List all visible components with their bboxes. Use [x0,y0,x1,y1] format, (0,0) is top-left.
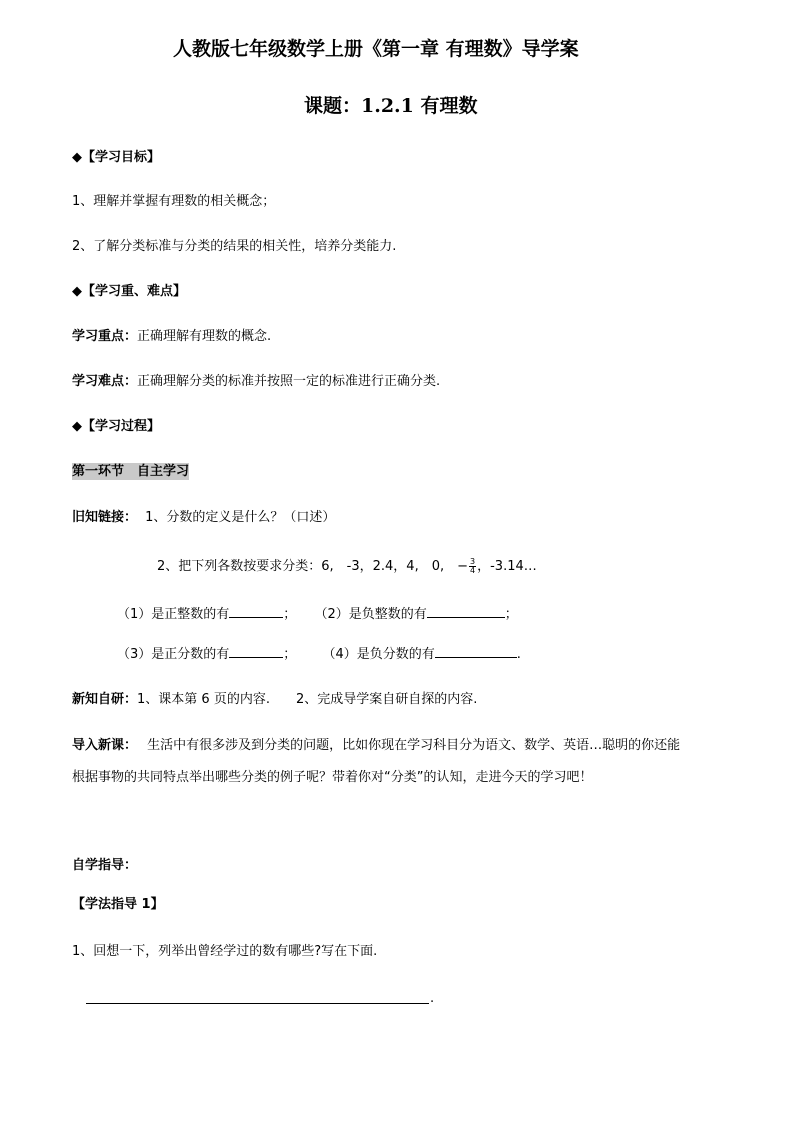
intro-line-2: 根据事物的共同特点举出哪些分类的例子呢？带着你对“分类”的认知，走进今天的学习吧！ [72,770,593,785]
lesson-subtitle: 课题：1.2.1 有理数 [304,95,478,117]
review-question-2-end: ，-3.14… [477,559,537,574]
section1-title-text: 第一环节 自主学习 [72,464,190,479]
negative-integer-label: （2）是负整数的有 [314,607,427,622]
answer-line-end: . [430,991,435,1006]
punct: ； [283,607,297,622]
objective-item: 2、了解分类标准与分类的结果的相关性，培养分类能力. [72,239,397,254]
negative-integer-blank[interactable] [427,604,505,618]
focus-text: 正确理解有理数的概念. [137,329,272,344]
intro-line-1 [72,738,680,754]
review-label: 旧知链接： [72,510,138,525]
difficulty-label: 学习难点： [72,374,138,389]
fraction-denominator: 4 [470,566,476,575]
positive-fraction-blank[interactable] [229,644,283,658]
review-line-1 [72,510,335,526]
punct: ； [504,607,518,622]
positive-integer-label: （1）是正整数的有 [117,607,230,622]
new-knowledge-line [72,692,477,708]
review-question-1: 1、分数的定义是什么？（口述） [145,510,336,525]
positive-fraction-label: （3）是正分数的有 [117,647,230,662]
objective-item: 1、理解并掌握有理数的相关概念； [72,194,276,209]
process-heading: ◆【学习过程】 [72,419,160,434]
classification-row-2 [117,644,521,663]
method-heading: 【学法指导 1】 [72,897,164,912]
section1-title [72,464,189,480]
negative-fraction-blank[interactable] [435,644,517,658]
method-question-1: 1、回想一下，列举出曾经学过的数有哪些?写在下面. [72,944,378,959]
focus-line [72,329,271,345]
objectives-heading: ◆【学习目标】 [72,150,160,165]
difficulty-text: 正确理解分类的标准并按照一定的标准进行正确分类. [137,374,441,389]
punct: ； [283,647,297,662]
intro-label: 导入新课： [72,738,138,753]
focus-label: 学习重点： [72,329,138,344]
punct: . [516,647,521,662]
positive-integer-blank[interactable] [229,604,283,618]
fraction-three-quarters [469,558,476,575]
new-knowledge-text: 1、课本第 6 页的内容. 2、完成导学案自研自探的内容. [137,692,478,707]
key-points-heading: ◆【学习重、难点】 [72,284,186,299]
review-line-2 [157,558,537,575]
negative-fraction-label: （4）是负分数的有 [322,647,435,662]
classification-row-1 [117,604,518,623]
document-title: 人教版七年级数学上册《第一章 有理数》导学案 [173,38,579,60]
intro-text-1: 生活中有很多涉及到分类的问题，比如你现在学习科目分为语文、数学、英语…聪明的你还能 [147,738,681,753]
new-knowledge-label: 新知自研： [72,692,138,707]
review-question-2: 2、把下列各数按要求分类：6, -3，2.4，4, 0, − [157,559,469,574]
self-study-label: 自学指导： [72,858,138,873]
difficulty-line [72,374,440,390]
answer-line[interactable] [86,1003,429,1004]
fraction-numerator: 3 [470,557,476,566]
